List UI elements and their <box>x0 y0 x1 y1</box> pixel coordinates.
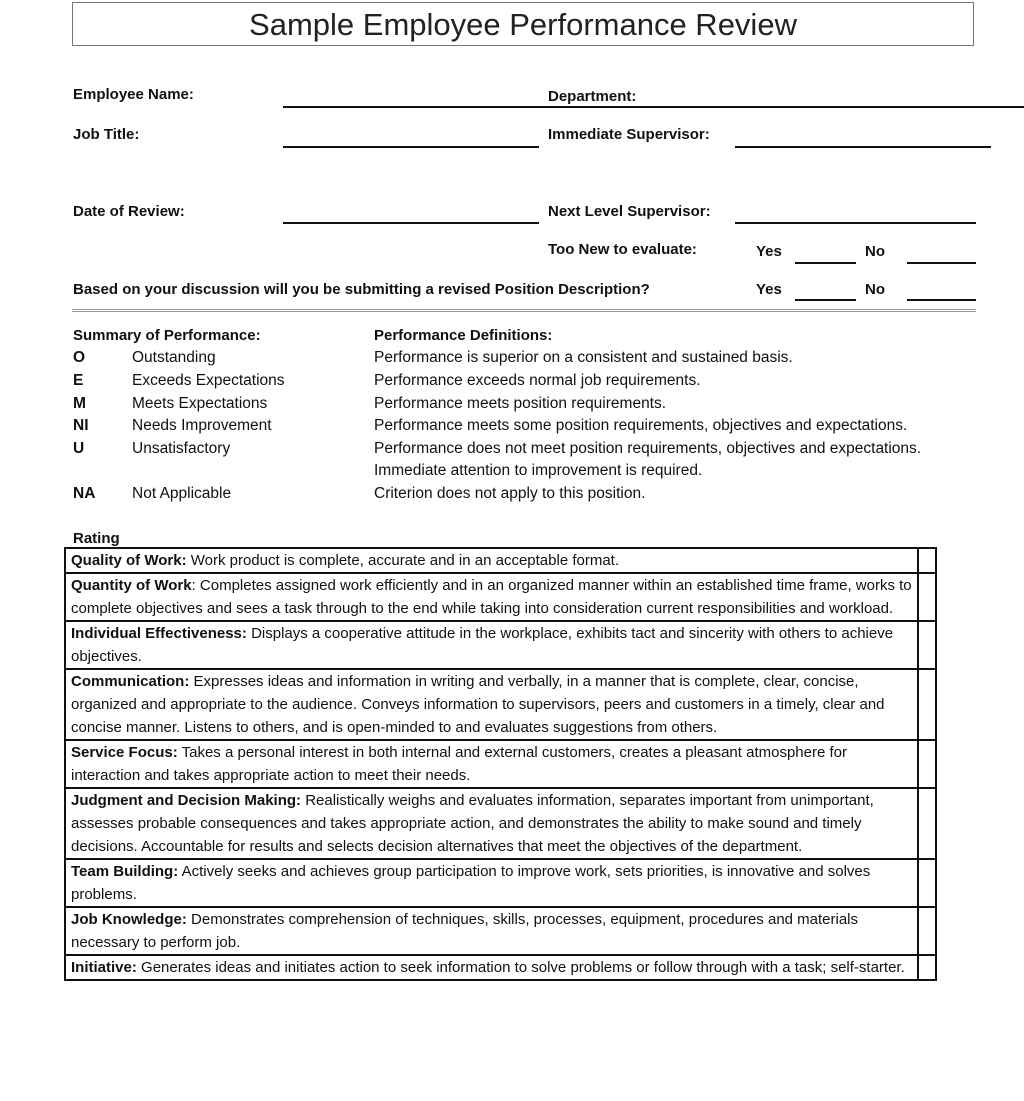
table-row <box>65 669 936 740</box>
criterion-cell <box>65 788 918 859</box>
criterion-cell <box>65 669 918 740</box>
immediate-supervisor-field[interactable] <box>735 146 991 148</box>
table-row <box>65 621 936 669</box>
revised-position-question: Based on your discussion will you be submitting a revised Position Description? <box>73 281 650 298</box>
summary-definition: Performance does not meet position requirements, objectives and expectations. <box>374 440 922 457</box>
summary-definition: Immediate attention to improvement is required. <box>374 462 703 479</box>
department-label: Department: <box>548 88 637 105</box>
criterion-desc: Takes a personal interest in both internal and external customers, creates a pleasant atmosphere for interaction and takes appropriate action to meet their needs. <box>71 744 847 784</box>
too-new-no-field[interactable] <box>907 262 976 264</box>
next-level-supervisor-field[interactable] <box>735 222 976 224</box>
revised-yes-label: Yes <box>756 281 782 298</box>
rating-box[interactable] <box>918 548 936 573</box>
criterion-desc: Expresses ideas and information in writing and verbally, in a manner that is complete, clear, concise, organized and appropriate to the audience. Conveys information to supervisors, peers and customers in a timely, clear and concise manner. Listens to others, and is open-minded to and evaluates suggestions from others. <box>71 673 885 736</box>
criterion-desc: Displays a cooperative attitude in the workplace, exhibits tact and sincerity with others to achieve objectives. <box>71 625 894 665</box>
rating-box[interactable] <box>918 621 936 669</box>
too-new-yes-label: Yes <box>756 243 782 260</box>
too-new-yes-field[interactable] <box>795 262 856 264</box>
revised-no-field[interactable] <box>907 299 976 301</box>
criterion-cell <box>65 548 918 573</box>
rating-table <box>64 547 937 981</box>
summary-label: Not Applicable <box>132 485 232 502</box>
job-title-label: Job Title: <box>73 126 140 143</box>
criterion-name: Quantity of Work <box>71 577 192 594</box>
section-divider <box>72 309 976 312</box>
rating-box[interactable] <box>918 907 936 955</box>
summary-definition: Performance is superior on a consistent and sustained basis. <box>374 349 793 366</box>
summary-code: E <box>73 372 84 389</box>
summary-label: Exceeds Expectations <box>132 372 285 389</box>
summary-code: O <box>73 349 86 366</box>
rating-box[interactable] <box>918 573 936 621</box>
criterion-name: Judgment and Decision Making: <box>71 792 302 809</box>
criterion-name: Job Knowledge: <box>71 911 187 928</box>
table-row <box>65 859 936 907</box>
summary-code: U <box>73 440 85 457</box>
table-row <box>65 573 936 621</box>
criterion-name: Service Focus: <box>71 744 178 761</box>
summary-definition: Performance meets position requirements. <box>374 395 667 412</box>
employee-name-label: Employee Name: <box>73 86 194 103</box>
table-row <box>65 548 936 573</box>
criterion-name: Team Building: <box>71 863 179 880</box>
criterion-cell <box>65 859 918 907</box>
criterion-cell <box>65 740 918 788</box>
criterion-name: Communication: <box>71 673 190 690</box>
criterion-desc: Demonstrates comprehension of techniques, skills, processes, equipment, procedures and materials necessary to perform job. <box>71 911 859 951</box>
definitions-heading: Performance Definitions: <box>374 327 553 344</box>
immediate-supervisor-label: Immediate Supervisor: <box>548 126 710 143</box>
summary-definition: Performance exceeds normal job requirements. <box>374 372 701 389</box>
summary-definition: Criterion does not apply to this position. <box>374 485 646 502</box>
employee-name-field[interactable] <box>283 106 1024 108</box>
criterion-name: Initiative: <box>71 959 137 976</box>
job-title-field[interactable] <box>283 146 539 148</box>
date-of-review-label: Date of Review: <box>73 203 185 220</box>
criterion-cell <box>65 955 918 980</box>
criterion-cell <box>65 907 918 955</box>
too-new-label: Too New to evaluate: <box>548 241 697 258</box>
criterion-name: Quality of Work: <box>71 552 187 569</box>
table-row <box>65 907 936 955</box>
summary-heading: Summary of Performance: <box>73 327 261 344</box>
summary-label: Meets Expectations <box>132 395 268 412</box>
table-row <box>65 955 936 980</box>
page-title: Sample Employee Performance Review <box>72 2 974 46</box>
criterion-desc: Generates ideas and initiates action to seek information to solve problems or follow through with a task; self-starter. <box>141 959 905 976</box>
revised-no-label: No <box>865 281 885 298</box>
rating-box[interactable] <box>918 955 936 980</box>
rating-box[interactable] <box>918 859 936 907</box>
revised-yes-field[interactable] <box>795 299 856 301</box>
next-level-supervisor-label: Next Level Supervisor: <box>548 203 711 220</box>
criterion-desc: Actively seeks and achieves group participation to improve work, sets priorities, is innovative and solves problems. <box>71 863 871 903</box>
rating-heading: Rating <box>73 530 120 547</box>
summary-label: Needs Improvement <box>132 417 272 434</box>
criterion-cell <box>65 621 918 669</box>
criterion-desc: Work product is complete, accurate and in an acceptable format. <box>190 552 620 569</box>
summary-definition: Performance meets some position requirements, objectives and expectations. <box>374 417 908 434</box>
rating-box[interactable] <box>918 669 936 740</box>
summary-code: M <box>73 395 86 412</box>
table-row <box>65 788 936 859</box>
table-row <box>65 740 936 788</box>
rating-box[interactable] <box>918 740 936 788</box>
rating-box[interactable] <box>918 788 936 859</box>
criterion-desc: : Completes assigned work efficiently and in an organized manner within an established time frame, works to complete objectives and sees a task through to the end while taking into consideration current responsibilities and workload. <box>71 577 912 617</box>
date-of-review-field[interactable] <box>283 222 539 224</box>
criterion-cell <box>65 573 918 621</box>
criterion-desc: Realistically weighs and evaluates information, separates important from unimportant, assesses probable consequences and takes appropriate action, and demonstrates the ability to make sound and timely decisions. Accountable for results and selects decision alternatives that meet the objectives of the department. <box>71 792 874 855</box>
summary-code: NI <box>73 417 89 434</box>
summary-code: NA <box>73 485 96 502</box>
too-new-no-label: No <box>865 243 885 260</box>
summary-label: Outstanding <box>132 349 216 366</box>
criterion-name: Individual Effectiveness: <box>71 625 247 642</box>
summary-label: Unsatisfactory <box>132 440 231 457</box>
